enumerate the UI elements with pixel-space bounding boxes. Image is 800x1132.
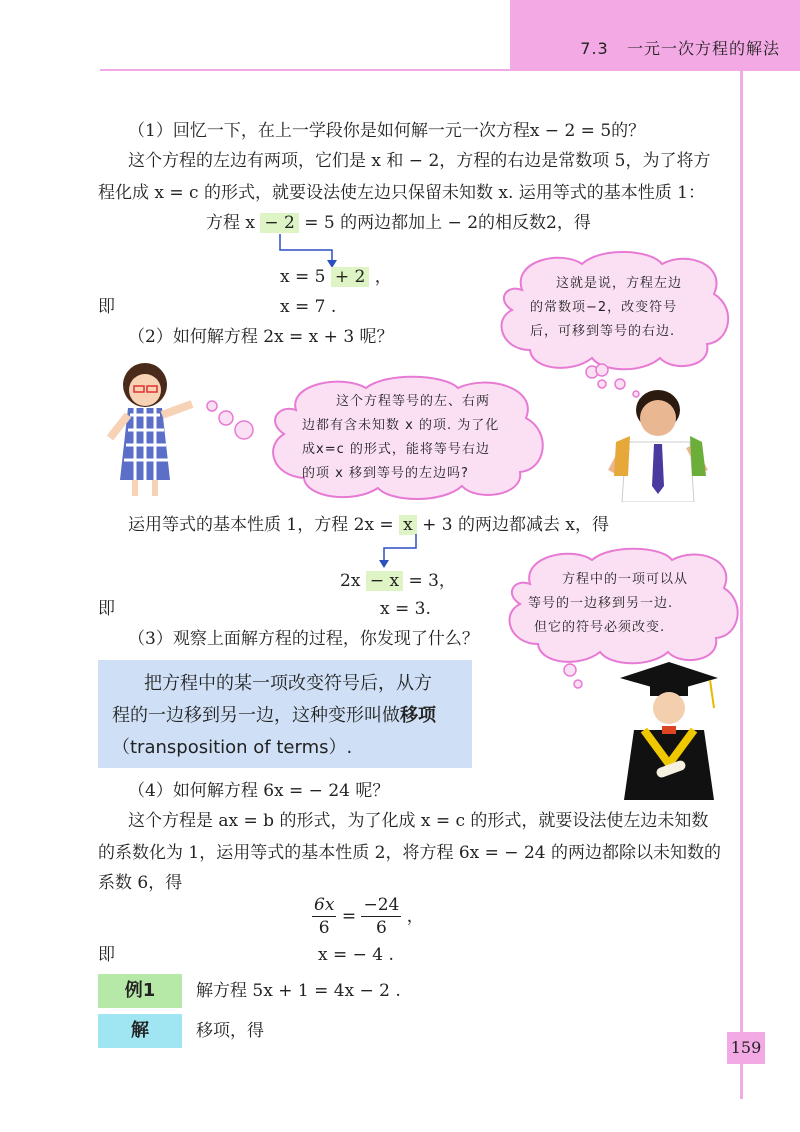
bubble-1-line-3: 后，可移到等号的右边. xyxy=(530,324,676,339)
question-1: （1）回忆一下，在上一学段你是如何解一元一次方程x − 2 = 5的？ xyxy=(128,121,646,141)
equation-1-rest: = 5 的两边都加上 − 2的相反数2，得 xyxy=(304,213,591,233)
equation-4 xyxy=(340,566,456,596)
paragraph-2-end: + 3 的两边都减去 x，得 xyxy=(422,515,609,535)
bubble-3-line-3: 但它的符号必须改变. xyxy=(534,620,666,635)
ji-label-3: 即 xyxy=(98,945,115,965)
example-label: 例1 xyxy=(98,974,182,1008)
solution-label: 解 xyxy=(98,1014,182,1048)
fraction-right-denominator: 6 xyxy=(376,918,387,938)
bubble-1-line-1: 这就是说，方程左边 xyxy=(556,276,683,291)
definition-line-2-text: 程的一边移到另一边，这种变形叫做 xyxy=(112,705,400,726)
fraction-equals: = xyxy=(341,906,357,927)
definition-line-3: （transposition of terms）. xyxy=(112,737,353,758)
fraction-left-denominator: 6 xyxy=(318,918,330,938)
paragraph-2 xyxy=(128,510,609,540)
paragraph-4-line-1: 这个方程是 ax = b 的形式，为了化成 x = c 的形式，就要设法使左边未知数 xyxy=(128,811,709,831)
question-4: （4）如何解方程 6x = − 24 呢？ xyxy=(128,781,390,801)
definition-line-1: 把方程中的某一项改变符号后，从方 xyxy=(144,673,432,694)
fraction-left xyxy=(312,894,336,939)
header-rule xyxy=(100,69,800,71)
fraction-left-numerator: 6x xyxy=(314,895,335,915)
paragraph-2-start: 运用等式的基本性质 1，方程 2x = xyxy=(128,515,394,535)
graduate-illustration xyxy=(614,660,724,800)
fraction-right xyxy=(361,894,401,939)
equation-2-highlight-term: + 2 xyxy=(331,267,369,287)
equation-4-rest: = 3， xyxy=(408,571,456,591)
bubble-2-line-1: 这个方程等号的左、右两 xyxy=(336,394,491,409)
bubble-2-line-4: 的项 x 移到等号的左边吗? xyxy=(302,466,469,481)
bubble-2-line-3: 成x=c 的形式，能将等号右边 xyxy=(302,442,490,457)
equation-2 xyxy=(280,262,392,292)
margin-rule xyxy=(740,69,743,1099)
fraction-comma: ， xyxy=(406,906,424,927)
paragraph-4-line-2: 的系数化为 1，运用等式的基本性质 2，将方程 6x = − 24 的两边都除以未知数的 xyxy=(98,843,721,863)
girl-illustration xyxy=(100,360,260,500)
equation-1-highlight-term: − 2 xyxy=(260,213,298,233)
equation-4-highlight-term: − x xyxy=(366,571,403,591)
paragraph-1-line-1: 这个方程的左边有两项，它们是 x 和 − 2，方程的右边是常数项 5，为了将方 xyxy=(128,151,711,171)
question-3: （3）观察上面解方程的过程，你发现了什么？ xyxy=(128,629,479,649)
chapter-header-tab xyxy=(510,0,800,70)
question-2: （2）如何解方程 2x = x + 3 呢？ xyxy=(128,327,394,347)
solution-text: 移项，得 xyxy=(196,1021,264,1041)
page-number: 159 xyxy=(727,1032,765,1064)
equation-6: x = − 4 . xyxy=(318,945,394,965)
paragraph-1-line-2: 程化成 x = c 的形式，就要设法使左边只保留未知数 x. 运用等式的基本性质 1： xyxy=(98,183,705,203)
ji-label-2: 即 xyxy=(98,599,115,619)
fraction-right-numerator: −24 xyxy=(363,895,400,915)
bubble-3-line-2: 等号的一边移到另一边. xyxy=(528,596,674,611)
bubble-3-line-1: 方程中的一项可以从 xyxy=(562,572,689,587)
equation-1 xyxy=(206,208,591,238)
equation-1-lhs: 方程 x xyxy=(206,213,255,233)
thought-bubble-2 xyxy=(262,376,552,510)
equation-2-lhs: x = 5 xyxy=(280,267,326,287)
section-title: 一元一次方程的解法 xyxy=(626,39,780,58)
example-text: 解方程 5x + 1 = 4x − 2 . xyxy=(196,981,401,1001)
definition-line-2 xyxy=(112,700,472,732)
fraction-equation xyxy=(312,894,424,939)
equation-2-rest: ， xyxy=(374,267,392,287)
equation-3: x = 7 . xyxy=(280,297,337,317)
equation-4-lhs: 2x xyxy=(340,571,361,591)
ji-label-1: 即 xyxy=(98,297,115,317)
definition-term: 移项 xyxy=(400,705,436,726)
section-number: 7.3 xyxy=(580,39,609,58)
paragraph-2-highlight-term: x xyxy=(399,515,417,535)
boy-illustration xyxy=(606,386,716,502)
definition-text xyxy=(112,668,472,764)
bubble-1-line-2: 的常数项−2，改变符号 xyxy=(530,300,678,315)
equation-5: x = 3. xyxy=(380,599,431,619)
chapter-header xyxy=(520,36,780,59)
paragraph-4-line-3: 系数 6，得 xyxy=(98,873,183,893)
bubble-2-line-2: 边都有含未知数 x 的项. 为了化 xyxy=(302,418,500,433)
